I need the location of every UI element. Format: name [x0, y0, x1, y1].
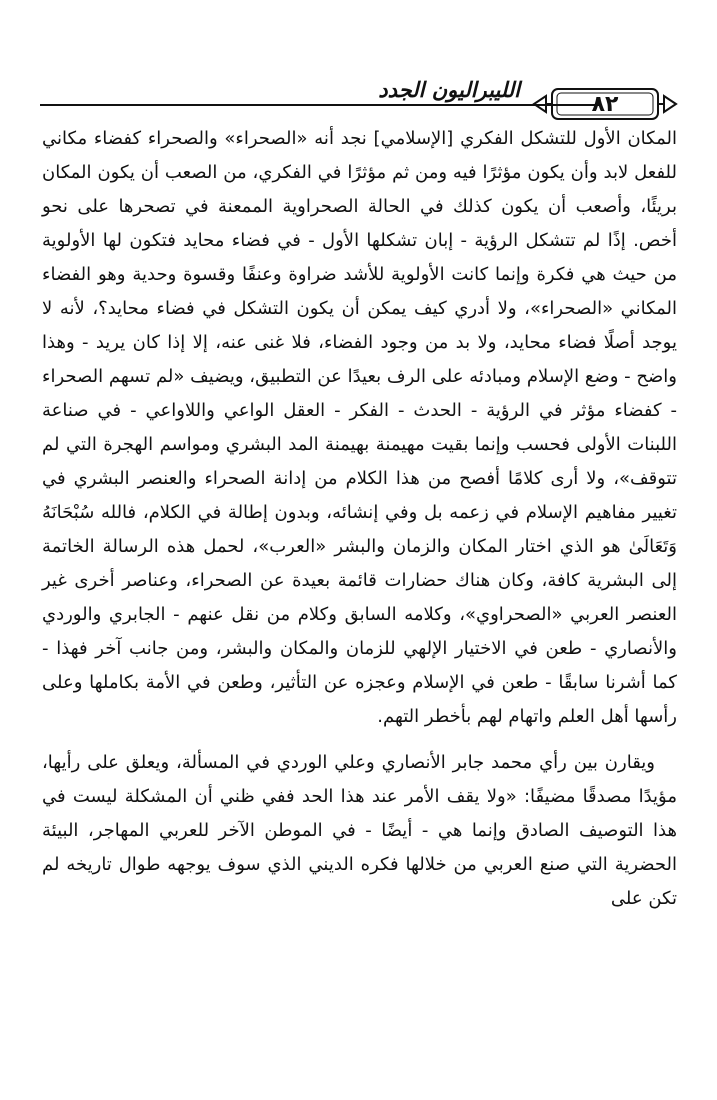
- page-body: [42, 122, 677, 916]
- running-title: الليبراليون الجدد: [378, 78, 520, 102]
- page-number-frame: [530, 86, 680, 122]
- page-header: [40, 78, 680, 122]
- page-number: ٨٢: [591, 92, 619, 117]
- header-rule: [40, 104, 600, 106]
- paragraph: ويقارن بين رأي محمد جابر الأنصاري وعلي الوردي في المسألة، ويعلق على رأيها، مؤيدًا مصدقًا مضيفًا: «ولا يقف الأمر عند هذا الحد ففي ظني أن المشكلة ليست في هذا التوصيف الصادق وإنما هي - أيضًا - في الموطن الآخر للعربي المهاجر، البيئة الحضرية التي صنع العربي من خلالها فكره الديني الذي سوف يوجهه طوال تاريخه لم تكن على: [42, 752, 677, 909]
- paragraph: المكان الأول للتشكل الفكري [الإسلامي] نجد أنه «الصحراء» والصحراء كفضاء مكاني للفعل لابد وأن يكون مؤثرًا فيه ومن ثم مؤثرًا في الفكري، من الصعب أن يكون المكان بريئًا، وأصعب أن يكون كذلك في الحالة الصحراوية الممعنة في تصحرها على نحو أخص. إذًا لم تتشكل الرؤية - إبان تشكلها الأول - في فضاء محايد فتكون لها الأولوية من حيث هي فكرة وإنما كانت الأولوية للأشد ضراوة وعنفًا وقسوة وحدية وهو الفضاء المكاني «الصحراء»، ولا أدري كيف يمكن أن يكون التشكل في فضاء محايد؟، لأنه لا يوجد أصلًا فضاء محايد، ولا بد من وجود الفضاء، فلا غنى عنه، إلا إذا كان يريد - وهذا واضح - وضع الإسلام ومبادئه على الرف بعيدًا عن التطبيق، ويضيف «لم تسهم الصحراء - كفضاء مؤثر في الرؤية - الحدث - الفكر - العقل الواعي واللاواعي - في صناعة اللبنات الأولى فحسب وإنما بقيت مهيمنة بهيمنة المد البشري ومواسم الهجرة التي لم تتوقف»، ولا أرى كلامًا أفصح من هذا الكلام من إدانة الصحراء والعنصر البشري في تغيير مفاهيم الإسلام في زعمه بل وفي إنشائه، وبدون إطالة في الكلام، فالله سُبْحَانَهُ وَتَعَالَىٰ هو الذي اختار المكان والزمان والبشر «العرب»، لحمل هذه الرسالة الخاتمة إلى البشرية كافة، وكان هناك حضارات قائمة بعيدة عن الصحراء، وعناصر أخرى غير العنصر العربي «الصحراوي»، وكلامه السابق وكلام من نقل عنهم - الجابري والوردي والأنصاري - طعن في الاختيار الإلهي للزمان والمكان والبشر، ومن جانب آخر فهذا - كما أشرنا سابقًا - طعن في الإسلام وعجزه عن التأثير، وطعن في الأمة بكاملها وعلى رأسها أهل العلم واتهام لهم بأخطر التهم.: [42, 128, 677, 727]
